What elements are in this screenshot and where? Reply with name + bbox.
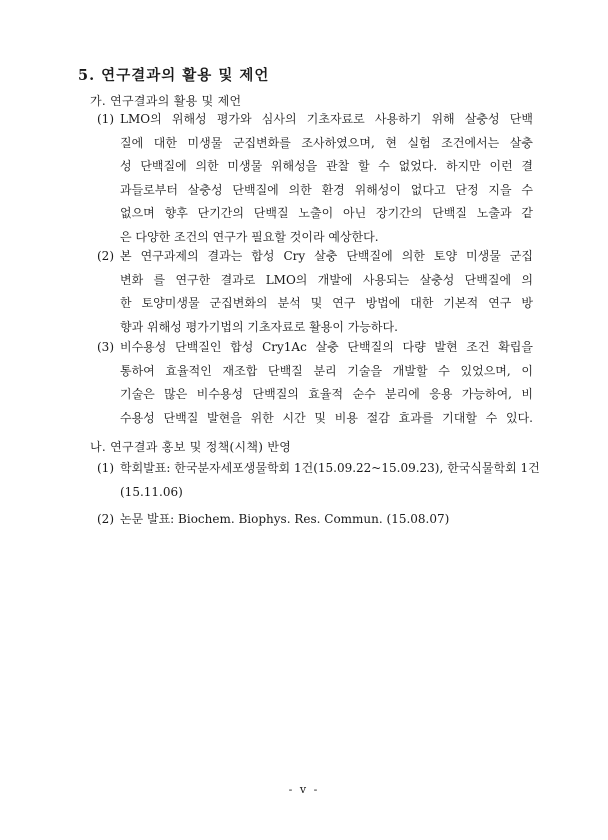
- item-body: [120, 336, 533, 430]
- text-line: LMO의 위해성 평가와 심사의 기초자료로 사용하기 위해 살충성 단백: [120, 112, 533, 126]
- list-item-a3: [97, 336, 533, 430]
- text-line: 논문 발표: Biochem. Biophys. Res. Commun. (15.08.07): [120, 512, 450, 527]
- text-line: 통하여 효율적인 재조합 단백질 분리 기술을 개발할 수 있었으며, 이: [120, 363, 533, 378]
- item-body: [120, 245, 533, 339]
- text-line: 한 토양미생물 군집변화의 분석 및 연구 방법에 대한 기본적 연구 방: [120, 296, 533, 311]
- item-body: [120, 457, 540, 504]
- text-line: 비수용성 단백질인 합성 Cry1Ac 살충 단백질의 다량 발현 조건 확립을: [120, 340, 533, 354]
- text-line: 성 단백질에 의한 미생물 위해성을 관찰 할 수 없었다. 하지만 이런 결: [120, 159, 533, 174]
- text-line: 수용성 단백질 발현을 위한 시간 및 비용 절감 효과를 기대할 수 있다.: [120, 410, 533, 425]
- text-line: 향과 위해성 평가기법의 기초자료로 활용이 가능하다.: [120, 319, 398, 334]
- item-body: [120, 108, 533, 250]
- page-number: - v -: [288, 783, 320, 796]
- item-number: (2): [97, 512, 114, 527]
- item-number: (1): [97, 461, 114, 475]
- text-line: 질에 대한 미생물 군집변화를 조사하였으며, 현 실험 조건에서는 살충: [120, 135, 533, 150]
- text-line: 과들로부터 살충성 단백질에 의한 환경 위해성이 없다고 단정 지을 수: [120, 182, 533, 197]
- list-item-a2: [97, 245, 533, 339]
- text-line: 없으며 향후 단기간의 단백질 노출이 아닌 장기간의 단백질 노출과 같: [120, 206, 533, 221]
- text-line: 본 연구과제의 결과는 합성 Cry 살충 단백질에 의한 토양 미생물 군집: [120, 249, 533, 263]
- list-item-a1: [97, 108, 533, 250]
- subsection-b-title: 나. 연구결과 홍보 및 정책(시책) 반영: [90, 440, 292, 454]
- item-number: (1): [97, 112, 114, 126]
- item-number: (3): [97, 340, 114, 354]
- item-number: (2): [97, 249, 114, 263]
- list-item-b2: [97, 508, 533, 532]
- item-body: [120, 508, 533, 532]
- text-line: 은 다양한 조건의 연구가 필요할 것이라 예상한다.: [120, 229, 379, 244]
- text-line: (15.11.06): [120, 484, 183, 499]
- section-title: 5. 연구결과의 활용 및 제언: [78, 67, 270, 84]
- text-line: 기술은 많은 비수용성 단백질의 효율적 순수 분리에 응용 가능하여, 비: [120, 387, 533, 402]
- list-item-b1: [97, 457, 540, 504]
- subsection-a-title: 가. 연구결과의 활용 및 제언: [90, 94, 242, 108]
- text-line: 학회발표: 한국분자세포생물학회 1건(15.09.22~15.09.23), 한국식물학회 1건: [120, 461, 540, 475]
- text-line: 변화 를 연구한 결과로 LMO의 개발에 사용되는 살충성 단백질에 의: [120, 272, 533, 287]
